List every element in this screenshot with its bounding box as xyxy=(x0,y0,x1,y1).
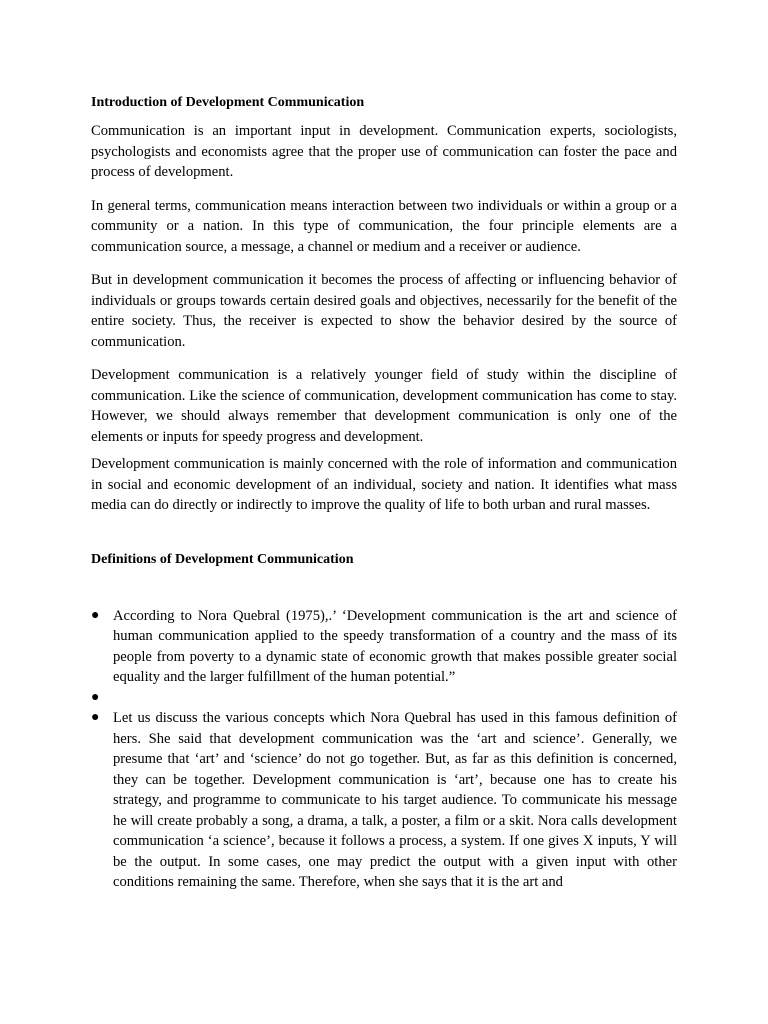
paragraph: But in development communication it becomes the process of affecting or influencing behavior of individuals or groups towards certain desired goals and objectives, necessarily for the benefit of the entire society. Thus, the receiver is expected to show the behavior desired by the source of communication. xyxy=(91,272,677,350)
list-item-text: According to Nora Quebral (1975),.’ ‘Development communication is the art and science of human communication applied to the speedy transformation of a country and the mass of its people from poverty to a dynamic state of economic growth that makes possible greater social equality and the larger fulfillment of the human potential.” xyxy=(113,607,677,685)
list-item-text: Let us discuss the various concepts which Nora Quebral has used in this famous definition of hers. She said that development communication was the ‘art and science’. Generally, we presume that ‘art’ and ‘science’ do not go together. But, as far as this definition is concerned, they can be together. Development communication is ‘art’, because one has to create his strategy, and programme to communicate to his target audience. To communicate his message he will create probably a song, a drama, a talk, a poster, a film or a skit. Nora calls development communication ‘a science’, because it follows a process, a system. If one gives X inputs, Y will be the output. In some cases, one may predict the output with a given input with other conditions remaining the same. Therefore, when she says that it is the art and xyxy=(113,710,677,890)
list-item xyxy=(91,688,677,709)
paragraph: In general terms, communication means interaction between two individuals or within a group or a community or a nation. In this type of communication, the four principle elements are a communication source, a message, a channel or medium and a receiver or audience. xyxy=(91,197,677,255)
bullet-icon: ● xyxy=(91,607,100,623)
list-item xyxy=(91,606,677,688)
definitions-bullet-list xyxy=(91,606,677,893)
paragraph: Communication is an important input in development. Communication experts, sociologists, psychologists and economists agree that the proper use of communication can foster the pace and process of development. xyxy=(91,123,677,180)
bullet-icon: ● xyxy=(91,689,100,705)
section-heading-introduction: Introduction of Development Communication xyxy=(91,95,365,110)
paragraph: Development communication is mainly concerned with the role of information and communication in social and economic development of an individual, society and nation. It identifies what mass media can do directly or indirectly to improve the quality of life to both urban and rural masses. xyxy=(91,456,677,513)
paragraph: Development communication is a relatively younger field of study within the discipline of communication. Like the science of communication, development communication has come to stay. However, we should always remember that development communication is only one of the elements or inputs for speedy progress and development. xyxy=(91,367,677,445)
bullet-icon: ● xyxy=(91,710,100,725)
document-page xyxy=(91,93,677,893)
list-item xyxy=(91,708,677,893)
section-heading-definitions: Definitions of Development Communication xyxy=(91,551,354,567)
